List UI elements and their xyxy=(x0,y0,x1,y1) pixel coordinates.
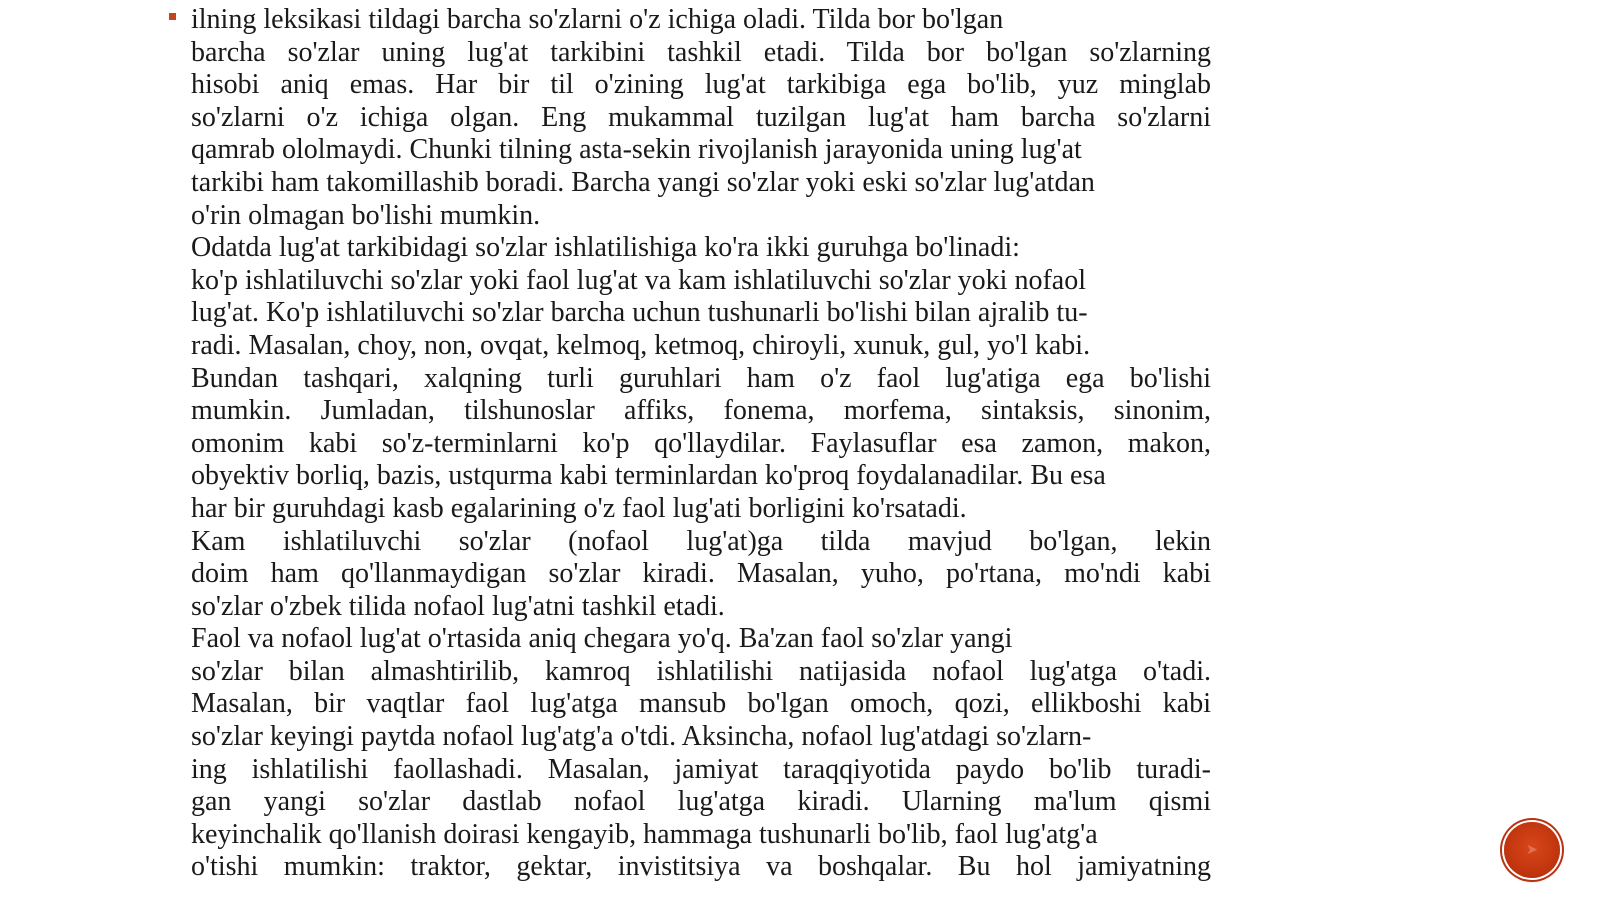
bullet-marker xyxy=(169,13,176,20)
text-line: o'rin olmagan bo'lishi mumkin. xyxy=(191,199,541,231)
text-line: radi. Masalan, choy, non, ovqat, kelmoq, ketmoq, chiroyli, xunuk, gul, yo'l kabi. xyxy=(191,329,1091,361)
text-line: so'zlar o'zbek tilida nofaol lug'atni tashkil etadi. xyxy=(191,590,725,622)
text-line: qamrab ololmaydi. Chunki tilning asta-sekin rivojlanish jarayonida uning lug'at xyxy=(191,134,1082,166)
text-line: ing ishlatilishi faollashadi. Masalan, jamiyat taraqqiyotida paydo bo'lib turadi- xyxy=(191,753,1211,785)
text-line: o'tishi mumkin: traktor, gektar, invistitsiya va boshqalar. Bu hol jamiyatning xyxy=(191,851,1211,883)
text-line: so'zlar keyingi paytda nofaol lug'atg'a o'tdi. Aksincha, nofaol lug'atdagi so'zlarn- xyxy=(191,721,1092,753)
text-line: ilning leksikasi tildagi barcha so'zlarni o'z ichiga oladi. Tilda bor bo'lgan xyxy=(191,4,1004,35)
body-text xyxy=(191,4,1211,884)
slide-nav-button[interactable] xyxy=(1504,822,1560,878)
text-line: Kam ishlatiluvchi so'zlar (nofaol lug'at)ga tilda mavjud bo'lgan, lekin xyxy=(191,525,1211,557)
text-line: keyinchalik qo'llanish doirasi kengayib, hammaga tushunarli bo'lib, faol lug'atg'a xyxy=(191,818,1098,850)
text-line: Masalan, bir vaqtlar faol lug'atga mansub bo'lgan omoch, qozi, ellikboshi kabi xyxy=(191,688,1211,720)
text-line: Faol va nofaol lug'at o'rtasida aniq chegara yo'q. Ba'zan faol so'zlar yangi xyxy=(191,623,1013,655)
text-line: lug'at. Ko'p ishlatiluvchi so'zlar barcha uchun tushunarli bo'lishi bilan ajralib tu- xyxy=(191,297,1088,329)
text-line: obyektiv borliq, bazis, ustqurma kabi terminlardan ko'proq foydalanadilar. Bu esa xyxy=(191,460,1106,492)
text-line: so'zlar bilan almashtirilib, kamroq ishlatilishi natijasida nofaol lug'atga o'tadi. xyxy=(191,655,1211,687)
text-line: hisobi aniq emas. Har bir til o'zining lug'at tarkibiga ega bo'lib, yuz minglab xyxy=(191,69,1211,101)
text-line: ko'p ishlatiluvchi so'zlar yoki faol lug'at va kam ishlatiluvchi so'zlar yoki nofaol xyxy=(191,264,1086,296)
text-line: so'zlarni o'z ichiga olgan. Eng mukammal tuzilgan lug'at ham barcha so'zlarni xyxy=(191,101,1211,133)
text-line: mumkin. Jumladan, tilshunoslar affiks, fonema, morfema, sintaksis, sinonim, xyxy=(191,395,1211,427)
text-line: omonim kabi so'z-terminlarni ko'p qo'llaydilar. Faylasuflar esa zamon, makon, xyxy=(191,427,1211,459)
text-line: Odatda lug'at tarkibidagi so'zlar ishlatilishiga ko'ra ikki guruhga bo'linadi: xyxy=(191,232,1020,264)
arrow-icon: ➤ xyxy=(1526,842,1538,858)
text-line: gan yangi so'zlar dastlab nofaol lug'atga kiradi. Ularning ma'lum qismi xyxy=(191,786,1211,818)
text-line: har bir guruhdagi kasb egalarining o'z faol lug'ati borligini ko'rsatadi. xyxy=(191,492,967,524)
text-line: doim ham qo'llanmaydigan so'zlar kiradi. Masalan, yuho, po'rtana, mo'ndi kabi xyxy=(191,558,1211,590)
text-line: Bundan tashqari, xalqning turli guruhlari ham o'z faol lug'atiga ega bo'lishi xyxy=(191,362,1211,394)
text-line: barcha so'zlar uning lug'at tarkibini tashkil etadi. Tilda bor bo'lgan so'zlarning xyxy=(191,36,1211,68)
text-line: tarkibi ham takomillashib boradi. Barcha yangi so'zlar yoki eski so'zlar lug'atdan xyxy=(191,166,1095,198)
